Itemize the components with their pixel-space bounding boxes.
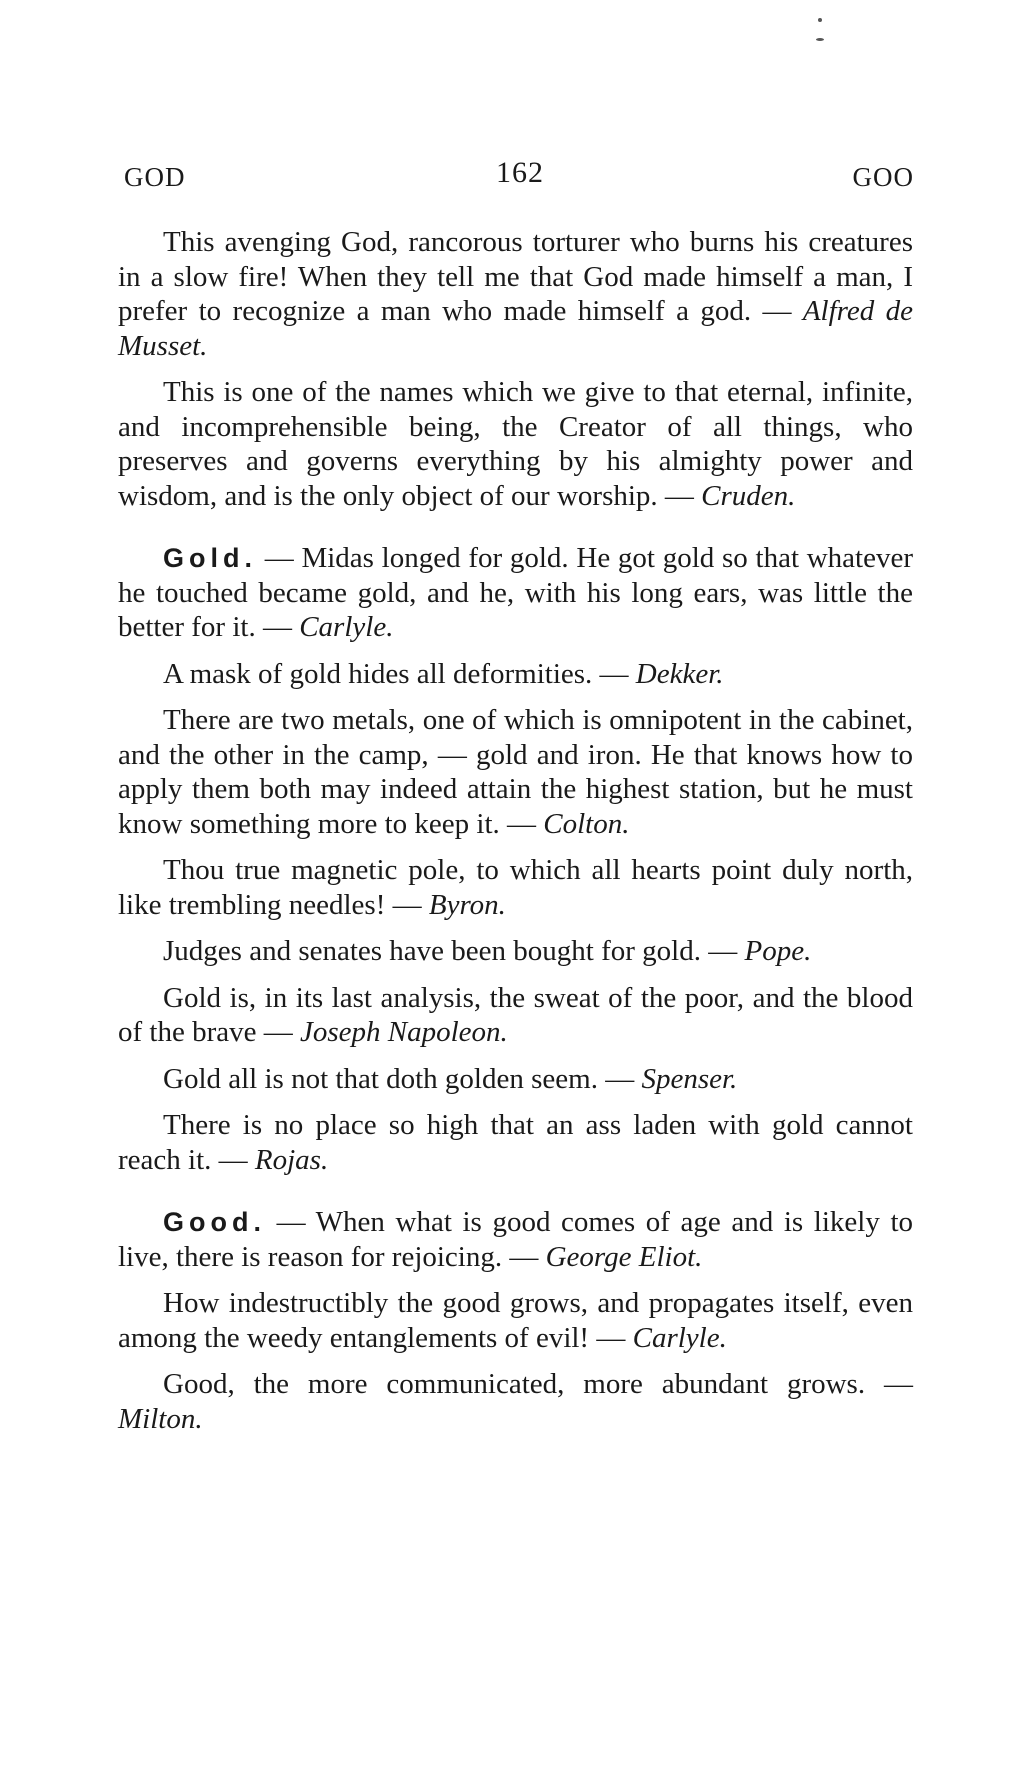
quotation: Thou true magnetic pole, to which all hearts point duly north, like trembling needles! — Byron. <box>118 854 913 921</box>
print-speck <box>816 38 824 41</box>
quotation-author: Dekker. <box>635 657 724 690</box>
quotation-author: Carlyle. <box>299 611 394 643</box>
header-left-guideword: GOD <box>124 162 186 192</box>
quotation: How indestructibly the good grows, and propagates itself, even among the weedy entanglements of evil! — Carlyle. <box>118 1287 913 1354</box>
print-speck <box>818 18 822 22</box>
quotation-author: Carlyle. <box>632 1321 727 1354</box>
header-right-guideword: GOO <box>852 162 914 192</box>
page-number: 162 <box>496 156 544 189</box>
quotation-list <box>118 225 913 1448</box>
quotation-author: Byron. <box>428 888 506 921</box>
quotation: Good, the more communicated, more abundant grows. — Milton. <box>118 1368 913 1435</box>
quotation: There is no place so high that an ass laden with gold cannot reach it. — Rojas. <box>118 1109 913 1176</box>
quotation: Judges and senates have been bought for gold. — Pope. <box>163 935 812 967</box>
quotation-author: Joseph Napoleon. <box>300 1016 508 1048</box>
quotation: This avenging God, rancorous torturer who burns his creatures in a slow fire! When they tell me that God made himself a man, I prefer to recognize a man who made himself a god. — Alfred de Musset. <box>118 226 914 362</box>
entry-heading: Good. <box>163 1207 266 1237</box>
quotation-author: Pope. <box>744 935 812 967</box>
quotation: There are two metals, one of which is omnipotent in the cabinet, and the other in the camp, — gold and iron. He that knows how to apply them both may indeed attain the highest station, but he must know something more to keep it. — Colton. <box>118 704 913 840</box>
quotation: This is one of the names which we give to that eternal, infinite, and incomprehensible being, the Creator of all things, who preserves and governs everything by his almighty power and wisdom, and is the only object of our worship. — Cruden. <box>118 376 913 512</box>
quotation: A mask of gold hides all deformities. — Dekker. <box>163 657 724 690</box>
quotation-author: Milton. <box>118 1402 203 1435</box>
entry-heading: Gold. <box>163 543 257 573</box>
quotation-author: Colton. <box>543 807 630 840</box>
quotation-author: Cruden. <box>701 479 796 512</box>
quotation: Gold. — Midas longed for gold. He got gold so that whatever he touched became gold, and he, with his long ears, was little the better for it. — Carlyle. <box>118 542 913 643</box>
running-header <box>124 156 914 202</box>
quotation-author: George Eliot. <box>545 1240 703 1273</box>
quotation: Gold all is not that doth golden seem. — Spenser. <box>163 1062 738 1095</box>
quotation-author: Rojas. <box>254 1143 329 1176</box>
quotation-author: Spenser. <box>641 1062 738 1095</box>
quotation: Good. — When what is good comes of age and is likely to live, there is reason for rejoicing. — George Eliot. <box>118 1206 913 1273</box>
quotation: Gold is, in its last analysis, the sweat of the poor, and the blood of the brave — Joseph Napoleon. <box>118 981 913 1048</box>
quotation-author: Alfred de Musset. <box>118 295 914 362</box>
